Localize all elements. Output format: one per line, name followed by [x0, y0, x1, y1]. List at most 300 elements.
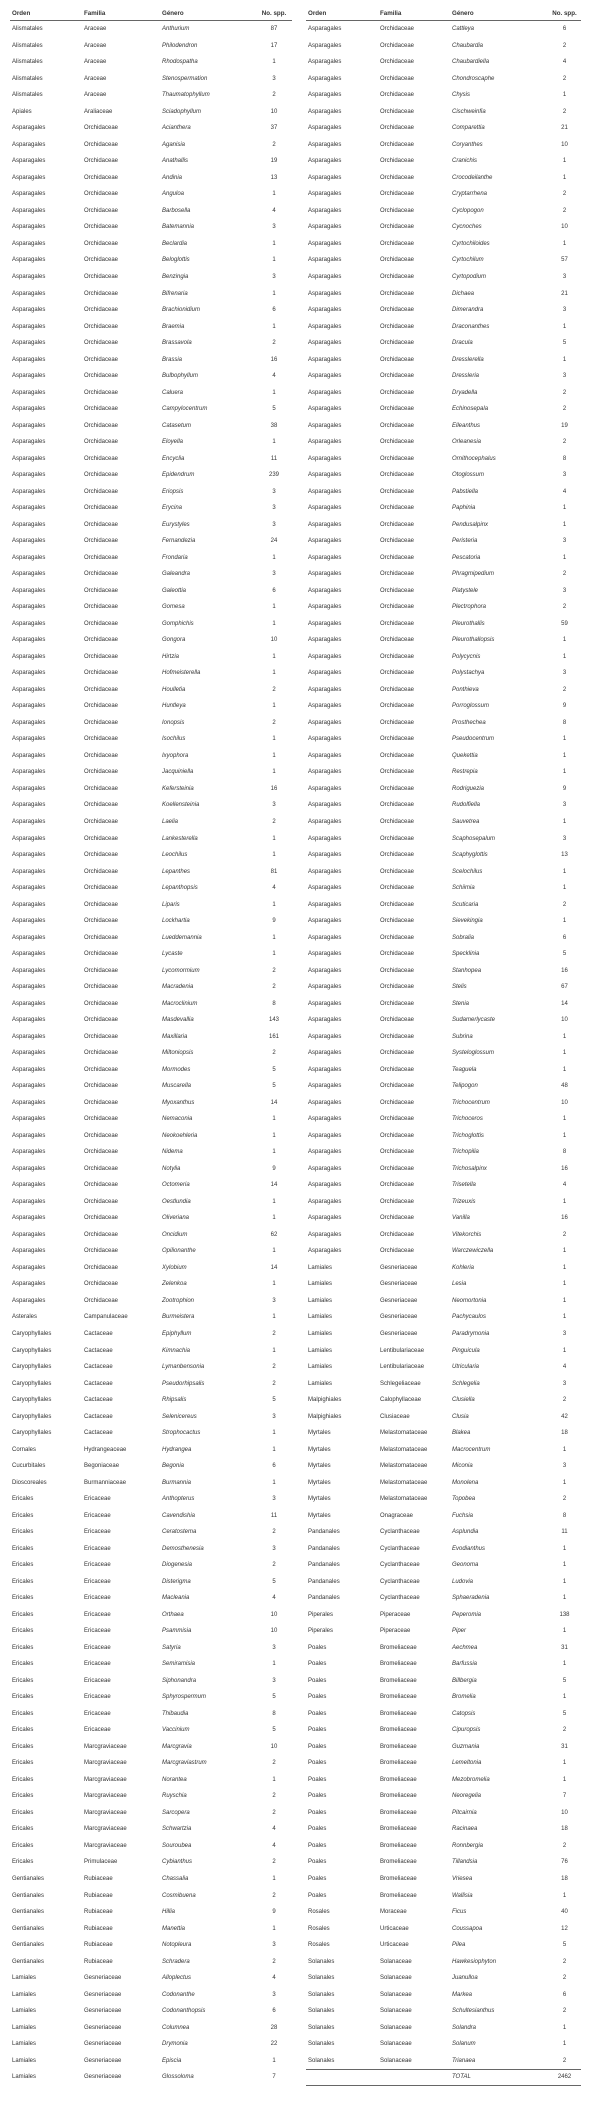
orden-cell: Cucurbitales [12, 1463, 46, 1470]
table-row [10, 1706, 292, 1723]
table-row [10, 1821, 292, 1838]
familia-cell: Marcgraviaceae [84, 1842, 127, 1849]
nspp-cell: 8 [562, 1512, 567, 1519]
table-row [306, 2019, 581, 2036]
table-row [306, 1045, 581, 1062]
genero-cell: Strophocactus [162, 1430, 201, 1437]
familia-cell: Orchidaceae [380, 868, 415, 875]
nspp-cell: 2 [272, 1892, 276, 1899]
familia-cell: Orchidaceae [84, 951, 119, 958]
orden-cell: Asparagales [12, 901, 46, 908]
table-row [306, 946, 581, 963]
genero-cell: Gongora [162, 637, 186, 644]
familia-cell: Orchidaceae [380, 224, 415, 231]
orden-cell: Asparagales [308, 356, 342, 363]
nspp-cell: 2 [562, 42, 567, 49]
genero-cell: Stanhopea [452, 967, 482, 974]
familia-cell: Araceae [84, 59, 107, 66]
genero-cell: Billbergia [452, 1677, 477, 1684]
orden-cell: Asparagales [12, 1000, 46, 1007]
orden-cell: Asparagales [12, 1066, 46, 1073]
familia-cell: Orchidaceae [84, 422, 119, 429]
genero-cell: Scuticaria [452, 901, 479, 908]
header-familia: Familia [378, 6, 450, 21]
table-row [10, 137, 292, 154]
orden-cell: Asparagales [12, 885, 46, 892]
orden-cell: Asparagales [308, 653, 342, 660]
familia-cell: Solanaceae [380, 1958, 412, 1965]
familia-cell: Orchidaceae [380, 587, 415, 594]
genero-cell: Kefersteinia [162, 785, 194, 792]
nspp-cell: 18 [561, 1876, 568, 1882]
familia-cell: Orchidaceae [84, 158, 119, 165]
familia-cell: Solanaceae [380, 1991, 412, 1998]
familia-cell: Bromeliaceae [380, 1776, 417, 1783]
genero-cell: Leochilus [162, 852, 188, 859]
nspp-cell: 7 [272, 2074, 276, 2081]
familia-cell: Ericaceae [84, 1661, 111, 1668]
orden-cell: Asparagales [12, 191, 46, 198]
familia-cell: Orchidaceae [84, 307, 119, 314]
nspp-cell: 143 [268, 1017, 279, 1024]
genero-cell: Hydrangea [162, 1446, 192, 1453]
table-row [306, 1904, 581, 1921]
orden-cell: Asparagales [308, 604, 342, 611]
genero-cell: Macrocentrum [452, 1446, 491, 1453]
nspp-cell: 3 [562, 1330, 567, 1337]
orden-cell: Asparagales [12, 158, 46, 165]
nspp-cell: 1 [272, 1776, 276, 1783]
orden-cell: Caryophyllales [12, 1330, 52, 1337]
table-row [10, 764, 292, 781]
orden-cell: Asparagales [12, 240, 46, 247]
familia-cell: Orchidaceae [380, 719, 415, 726]
familia-cell: Orchidaceae [84, 389, 119, 396]
nspp-cell: 1 [272, 439, 276, 446]
table-row [306, 236, 581, 253]
genero-cell: Nidema [162, 1149, 183, 1156]
table-row [306, 1821, 581, 1838]
nspp-cell: 48 [561, 1083, 568, 1090]
genero-cell: Marcgravia [162, 1743, 192, 1750]
familia-cell: Orchidaceae [84, 521, 119, 528]
genero-cell: Pachycaulos [452, 1314, 487, 1321]
orden-cell: Asparagales [308, 785, 342, 792]
nspp-cell: 19 [270, 158, 278, 165]
familia-cell: Orchidaceae [380, 637, 415, 644]
genero-cell: Lepanthes [162, 868, 191, 875]
orden-cell: Asparagales [308, 472, 342, 479]
familia-cell: Cactaceae [84, 1364, 113, 1371]
familia-cell: Orchidaceae [84, 554, 119, 561]
table-row [10, 1078, 292, 1095]
genero-cell: Platystele [452, 587, 479, 594]
nspp-cell: 2 [272, 984, 276, 991]
familia-cell: Orchidaceae [84, 191, 119, 198]
genero-cell: Manettia [162, 1925, 186, 1932]
genero-cell: Hirtzia [162, 653, 180, 660]
familia-cell: Rubiaceae [84, 1958, 113, 1965]
familia-cell: Orchidaceae [84, 1248, 119, 1255]
familia-cell: Orchidaceae [380, 1165, 415, 1172]
familia-cell: Orchidaceae [380, 984, 415, 991]
genero-cell: Specklinia [452, 951, 480, 958]
orden-cell: Asparagales [12, 290, 46, 297]
genero-cell: Macleania [162, 1595, 190, 1602]
genero-cell: Schlegelia [452, 1380, 480, 1387]
genero-cell: Vanilla [452, 1215, 470, 1222]
genero-cell: Masdevallia [162, 1017, 194, 1024]
nspp-cell: 3 [562, 472, 567, 479]
orden-cell: Lamiales [12, 2024, 37, 2031]
table-row [306, 1111, 581, 1128]
orden-cell: Alismatales [12, 92, 43, 99]
table-row [306, 38, 581, 55]
nspp-cell: 1 [562, 1892, 567, 1899]
orden-cell: Asparagales [308, 26, 342, 33]
genero-cell: Plectrophora [452, 604, 487, 611]
familia-cell: Hydrangeaceae [84, 1446, 127, 1453]
familia-cell: Marcgraviaceae [84, 1743, 127, 1750]
familia-cell: Ericaceae [84, 1710, 111, 1717]
orden-cell: Caryophyllales [12, 1364, 52, 1371]
table-row [10, 814, 292, 831]
orden-cell: Asparagales [12, 1231, 46, 1238]
genero-cell: Blakea [452, 1430, 471, 1437]
genero-cell: Chysis [452, 92, 471, 99]
orden-cell: Asparagales [12, 224, 46, 231]
table-row [10, 583, 292, 600]
nspp-cell: 62 [270, 1231, 278, 1238]
table-row [10, 1953, 292, 1970]
familia-cell: Gesneriaceae [380, 1281, 418, 1288]
genero-cell: Maxillaria [162, 1033, 188, 1040]
familia-cell: Orchidaceae [84, 637, 119, 644]
genero-cell: Pseudorhipsalis [162, 1380, 205, 1387]
table-row [10, 2003, 292, 2020]
nspp-cell: 11 [270, 1512, 278, 1519]
orden-cell: Asparagales [308, 984, 342, 991]
table-row [306, 1078, 581, 1095]
genero-cell: Hofmeisterella [162, 670, 201, 677]
table-row [306, 1408, 581, 1425]
table-row [306, 979, 581, 996]
header-nspp: No. spp. [256, 6, 292, 21]
orden-cell: Lamiales [12, 1975, 37, 1982]
familia-cell: Orchidaceae [380, 340, 415, 347]
familia-cell: Bromeliaceae [380, 1842, 417, 1849]
orden-cell: Asparagales [12, 852, 46, 859]
familia-cell: Orchidaceae [380, 571, 415, 578]
genero-cell: Philodendron [162, 42, 198, 49]
table-row [10, 71, 292, 88]
orden-cell: Asparagales [308, 240, 342, 247]
table-row [10, 54, 292, 71]
orden-cell: Alismatales [12, 59, 43, 66]
orden-cell: Gentianales [12, 1925, 45, 1932]
nspp-cell: 14 [270, 1264, 278, 1271]
genero-cell: Topobea [452, 1496, 476, 1503]
genero-cell: Laelia [162, 819, 179, 825]
table-row [306, 533, 581, 550]
orden-cell: Ericales [12, 1694, 34, 1701]
familia-cell: Bromeliaceae [380, 1677, 417, 1684]
genero-cell: Frondaria [162, 554, 188, 561]
genero-cell: Ponthieva [452, 686, 479, 693]
familia-cell: Orchidaceae [380, 174, 415, 181]
table-row [306, 252, 581, 269]
orden-cell: Apiales [12, 108, 32, 115]
table-row [10, 731, 292, 748]
table-row [10, 1028, 292, 1045]
genero-cell: Encyclia [162, 455, 185, 462]
orden-cell: Poales [308, 1842, 327, 1849]
nspp-cell: 5 [562, 1710, 567, 1717]
table-row [10, 401, 292, 418]
table-row [306, 1458, 581, 1475]
orden-cell: Ericales [12, 1809, 34, 1816]
table-row [10, 1491, 292, 1508]
table-row [306, 731, 581, 748]
orden-cell: Asparagales [308, 769, 342, 776]
table-row [10, 1210, 292, 1227]
orden-cell: Gentianales [12, 1892, 45, 1899]
nspp-cell: 1 [562, 1545, 567, 1552]
nspp-cell: 1 [272, 620, 276, 627]
orden-cell: Lamiales [308, 1380, 333, 1387]
genero-cell: Draconanthes [452, 323, 490, 330]
genero-cell: Cyclopogon [452, 207, 484, 214]
table-row [10, 863, 292, 880]
nspp-cell: 1 [272, 736, 276, 743]
orden-cell: Asparagales [12, 521, 46, 528]
familia-cell: Orchidaceae [84, 488, 119, 495]
nspp-cell: 3 [272, 802, 276, 809]
familia-cell: Orchidaceae [84, 1165, 119, 1172]
orden-cell: Poales [308, 1677, 327, 1684]
nspp-cell: 16 [561, 967, 568, 974]
familia-cell: Solanaceae [380, 2024, 412, 2031]
genero-cell: Lycaste [162, 951, 183, 958]
familia-cell: Marcgraviaceae [84, 1826, 127, 1833]
orden-cell: Asparagales [12, 1033, 46, 1040]
nspp-cell: 1 [272, 554, 276, 561]
genero-cell: Scelochilus [452, 868, 483, 875]
genero-cell: Sauvetrea [452, 819, 480, 825]
table-row [10, 715, 292, 732]
familia-cell: Araceae [84, 92, 107, 99]
familia-cell: Cactaceae [84, 1380, 113, 1387]
familia-cell: Orchidaceae [84, 868, 119, 875]
table-row [10, 2036, 292, 2053]
familia-cell: Orchidaceae [84, 340, 119, 347]
table-row [306, 450, 581, 467]
orden-cell: Asparagales [308, 158, 342, 165]
nspp-cell: 28 [270, 2024, 278, 2031]
orden-cell: Asparagales [308, 75, 342, 82]
familia-cell: Orchidaceae [380, 108, 415, 115]
genero-cell: Racinaea [452, 1826, 478, 1833]
table-row [10, 2069, 292, 2086]
nspp-cell: 1 [562, 868, 567, 875]
nspp-cell: 1 [272, 1347, 276, 1354]
familia-cell: Ericaceae [84, 1694, 111, 1701]
table-row [10, 1887, 292, 1904]
table-row [10, 1673, 292, 1690]
nspp-cell: 11 [270, 455, 278, 462]
familia-cell: Orchidaceae [84, 1116, 119, 1123]
table-row [10, 1342, 292, 1359]
genero-cell: Lepanthopsis [162, 885, 198, 892]
genero-cell: Xylobium [162, 1264, 187, 1271]
orden-cell: Asparagales [12, 620, 46, 627]
familia-cell: Primulaceae [84, 1859, 118, 1866]
table-row [306, 698, 581, 715]
orden-cell: Asparagales [308, 1083, 342, 1090]
genero-cell: Quekettia [452, 752, 478, 759]
orden-cell: Asparagales [12, 1198, 46, 1205]
genero-cell: Macradenia [162, 984, 194, 991]
genero-cell: Cranichis [452, 158, 478, 165]
genero-cell: Huntleya [162, 703, 186, 710]
orden-cell: Asparagales [308, 92, 342, 99]
table-row [10, 1854, 292, 1871]
familia-cell: Orchidaceae [380, 422, 415, 429]
orden-cell: Poales [308, 1710, 327, 1717]
orden-cell: Lamiales [308, 1347, 333, 1354]
table-row [306, 500, 581, 517]
genero-cell: Schiimia [452, 885, 475, 892]
familia-cell: Gesneriaceae [84, 1991, 122, 1998]
familia-cell: Orchidaceae [84, 373, 119, 380]
familia-cell: Moraceae [380, 1909, 407, 1916]
orden-cell: Asparagales [308, 1132, 342, 1139]
table-row [10, 252, 292, 269]
familia-cell: Piperaceae [380, 1611, 411, 1618]
familia-cell: Orchidaceae [84, 125, 119, 132]
genero-cell: Columnea [162, 2024, 190, 2031]
orden-cell: Asparagales [12, 1264, 46, 1271]
nspp-cell: 2 [272, 819, 276, 825]
table-row [306, 54, 581, 71]
genero-cell: Lymanbensonia [162, 1364, 205, 1371]
familia-cell: Orchidaceae [380, 686, 415, 693]
genero-cell: Burmannia [162, 1479, 192, 1486]
familia-cell: Orchidaceae [380, 290, 415, 297]
nspp-cell: 4 [272, 1842, 276, 1849]
orden-cell: Asparagales [308, 901, 342, 908]
orden-cell: Asparagales [12, 125, 46, 132]
nspp-cell: 1 [272, 752, 276, 759]
nspp-cell: 1 [272, 1198, 276, 1205]
familia-cell: Orchidaceae [380, 951, 415, 958]
orden-cell: Ericales [12, 1628, 34, 1635]
genero-cell: Trichoceros [452, 1116, 483, 1123]
table-row [306, 1640, 581, 1657]
orden-cell: Asparagales [308, 1116, 342, 1123]
familia-cell: Orchidaceae [380, 1198, 415, 1205]
orden-cell: Myrtales [308, 1496, 331, 1503]
nspp-cell: 1 [562, 356, 567, 363]
orden-cell: Asparagales [308, 918, 342, 925]
table-row [306, 599, 581, 616]
familia-cell: Orchidaceae [380, 1000, 415, 1007]
nspp-cell: 1 [562, 2041, 567, 2048]
genero-cell: Kimnachia [162, 1347, 191, 1354]
nspp-cell: 6 [272, 307, 276, 314]
nspp-cell: 3 [272, 1644, 276, 1651]
genero-cell: Lueddemannia [162, 934, 202, 941]
familia-cell: Orchidaceae [380, 1215, 415, 1222]
orden-cell: Asparagales [12, 389, 46, 396]
nspp-cell: 2 [562, 571, 567, 578]
genero-cell: Stenia [452, 1000, 470, 1007]
familia-cell: Cyclanthaceae [380, 1545, 420, 1552]
genero-cell: Sphaeradenia [452, 1595, 490, 1602]
table-row [306, 797, 581, 814]
nspp-cell: 14 [561, 1000, 568, 1007]
familia-cell: Orchidaceae [380, 554, 415, 561]
nspp-cell: 2 [272, 340, 276, 347]
table-row [306, 1441, 581, 1458]
orden-cell: Asparagales [12, 1165, 46, 1172]
familia-cell: Orchidaceae [84, 505, 119, 512]
nspp-cell: 1 [272, 1446, 276, 1453]
genero-cell: Braemia [162, 323, 185, 330]
table-row [306, 715, 581, 732]
nspp-cell: 1 [272, 1925, 276, 1932]
genero-cell: Anathallis [162, 158, 189, 165]
familia-cell: Orchidaceae [84, 852, 119, 859]
nspp-cell: 1 [562, 92, 567, 99]
orden-cell: Lamiales [12, 1991, 37, 1998]
genero-cell: Ronnbergia [452, 1842, 484, 1849]
nspp-cell: 3 [272, 505, 276, 512]
orden-cell: Asparagales [308, 389, 342, 396]
header-row [306, 6, 581, 21]
orden-cell: Asparagales [12, 752, 46, 759]
table-row [306, 219, 581, 236]
nspp-cell: 1 [562, 1297, 567, 1304]
nspp-cell: 14 [270, 1099, 278, 1106]
table-row [10, 781, 292, 798]
table-row [10, 186, 292, 203]
orden-cell: Caryophyllales [12, 1380, 52, 1387]
orden-cell: Asparagales [308, 373, 342, 380]
orden-cell: Asparagales [308, 538, 342, 545]
nspp-cell: 1 [272, 191, 276, 198]
table-row [306, 87, 581, 104]
familia-cell: Melastomataceae [380, 1446, 428, 1453]
nspp-cell: 2 [562, 75, 567, 82]
genero-cell: Scaphosepalum [452, 835, 496, 842]
orden-cell: Malpighiales [308, 1413, 342, 1420]
familia-cell: Solanaceae [380, 2041, 412, 2048]
nspp-cell: 4 [272, 1595, 276, 1602]
nspp-cell: 138 [559, 1611, 570, 1618]
familia-cell: Bromeliaceae [380, 1743, 417, 1750]
orden-cell: Asparagales [12, 273, 46, 280]
familia-cell: Orchidaceae [380, 604, 415, 611]
nspp-cell: 16 [270, 785, 278, 792]
nspp-cell: 2 [272, 1859, 276, 1866]
table-row [306, 1937, 581, 1954]
nspp-cell: 1 [562, 1628, 567, 1635]
table-row [306, 1871, 581, 1888]
nspp-cell: 1 [272, 703, 276, 710]
genero-cell: Liparis [162, 901, 180, 908]
nspp-cell: 10 [561, 224, 568, 231]
